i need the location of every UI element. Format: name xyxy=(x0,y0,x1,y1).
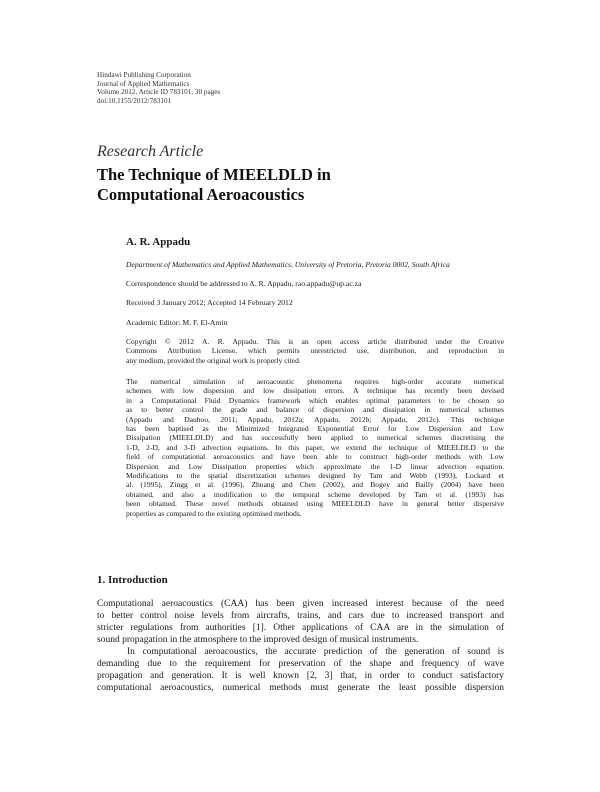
body-line: sound propagation in the atmosphere to the improved design of musical instruments. xyxy=(97,635,419,645)
abstract-line: properties as compared to the existing optimised methods. xyxy=(126,508,302,518)
body-line: In computational aeroacoustics, the accurate prediction of the generation of sound is xyxy=(127,647,504,657)
doi-line: doi:10.1155/2012/783101 xyxy=(97,96,172,105)
copyright-line: Commons Attribution License, which permits unrestricted use, distribution, and reproduction in xyxy=(126,346,504,356)
author-name: A. R. Appadu xyxy=(126,236,191,248)
section-heading: 1. Introduction xyxy=(97,574,168,586)
abstract-line: has been baptised as the Minimized Integrated Exponential Error for Low Dispersion and Low xyxy=(126,424,504,434)
abstract-line: in a Computational Fluid Dynamics framework which enables optimal parameters to be chosen so xyxy=(126,395,504,405)
journal-name: Journal of Applied Mathematics xyxy=(97,79,190,88)
abstract-line: The numerical simulation of aeroacoustic phenomena requires high-order accurate numerical xyxy=(126,377,504,386)
abstract-line: (Appadu and Dauhoo, 2011; Appadu, 2012a; Appadu, 2012b; Appadu, 2012c). This technique xyxy=(126,414,504,424)
body-line: computational aeroacoustics, numerical methods must generate the least possible dispersion xyxy=(97,683,504,693)
abstract-line: schemes with low dispersion and low dissipation errors. A technique has recently been devised xyxy=(126,386,504,396)
abstract-line: Dissipation (MIEELDLD) and has successfully been applied to numerical schemes discretising the xyxy=(126,433,504,443)
abstract xyxy=(126,377,504,518)
copyright-notice xyxy=(126,337,504,365)
academic-editor: Academic Editor: M. F. El-Amin xyxy=(126,318,228,327)
paper-title xyxy=(97,165,331,205)
body-line: to better control noise levels from aircrafts, trains, and cars due to increased transport and xyxy=(97,611,504,621)
intro-paragraph-2 xyxy=(97,646,504,694)
abstract-line: obtained, and also a modification to the temporal scheme developed by Tam et al. (1993) has xyxy=(126,489,504,499)
body-line: stricter regulations from authorities [1]. Other applications of CAA are in the simulation of xyxy=(97,623,504,633)
abstract-line: as to better control the grade and balance of dispersion and dissipation in numerical schemes xyxy=(126,405,504,415)
correspondence: Correspondence should be addressed to A. R. Appadu, rao.appadu@up.ac.za xyxy=(126,279,362,288)
body-line: propagation and generation. It is well known [2, 3] that, in order to conduct satisfactory xyxy=(97,671,504,681)
publisher-line: Hindawi Publishing Corporation xyxy=(97,71,191,79)
title-line: The Technique of MIEELDLD in xyxy=(97,165,331,184)
copyright-line: Copyright © 2012 A. R. Appadu. This is an open access article distributed under the Creative xyxy=(126,337,504,346)
received-dates: Received 3 January 2012; Accepted 14 February 2012 xyxy=(126,298,293,307)
affiliation: Department of Mathematics and Applied Mathematics, University of Pretoria, Pretoria 0002, South Africa xyxy=(126,260,450,269)
abstract-line: Dispersion and Low Dissipation properties which approximate the 1-D linear advection equation. xyxy=(126,461,504,471)
copyright-line: any medium, provided the original work is properly cited. xyxy=(126,355,301,365)
title-line: Computational Aeroacoustics xyxy=(97,185,305,204)
abstract-line: Modifications to the spatial discretization schemes designed by Tam and Webb (1993), Lockard et xyxy=(126,471,504,481)
article-type: Research Article xyxy=(97,143,204,160)
abstract-line: been obtained. These novel methods obtained using MIEELDLD have in general better dispersive xyxy=(126,499,504,509)
volume-line: Volume 2012, Article ID 783101, 30 pages xyxy=(97,88,221,97)
intro-paragraph-1 xyxy=(97,598,504,646)
abstract-line: field of computational aeroacoustics and have been able to construct high-order methods with Low xyxy=(126,452,504,462)
abstract-line: al. (1995), Zingg et al. (1996), Zhuang and Chen (2002), and Bogey and Bailly (2004) have been xyxy=(126,480,504,490)
journal-header xyxy=(97,71,220,105)
body-line: demanding due to the requirement for preservation of the shape and frequency of wave xyxy=(97,659,504,669)
abstract-line: 1-D, 2-D, and 3-D advection equations. In this paper, we extend the technique of MIEELDLD to the xyxy=(126,442,504,452)
body-line: Computational aeroacoustics (CAA) has been given increased interest because of the need xyxy=(97,599,504,609)
